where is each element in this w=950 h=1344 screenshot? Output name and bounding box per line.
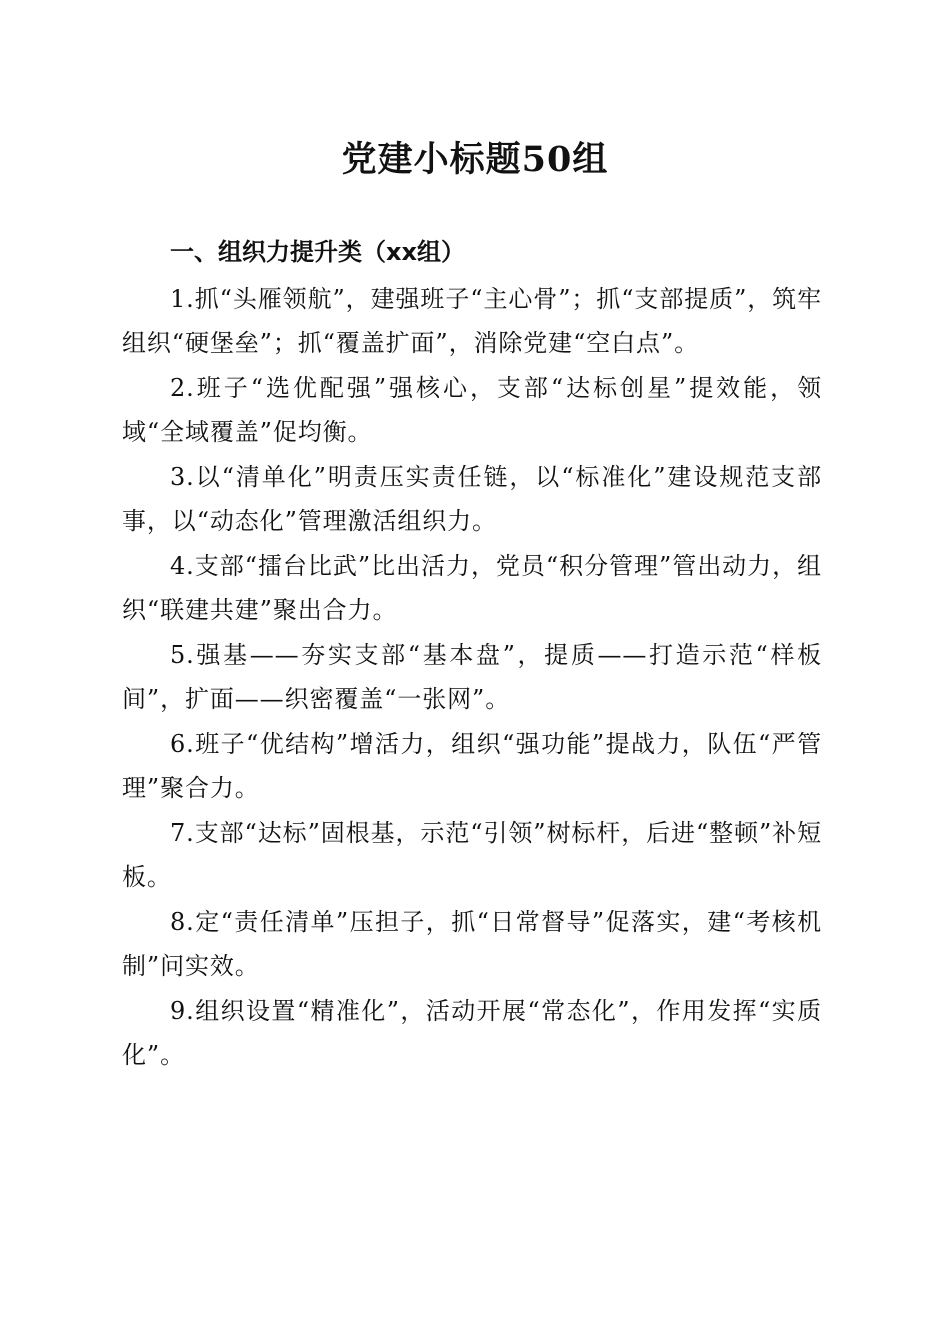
slogan-list xyxy=(122,277,822,1078)
list-item: 5.强基——夯实支部“基本盘”，提质——打造示范“样板间”，扩面——织密覆盖“一张网”。 xyxy=(122,641,822,713)
list-item: 9.组织设置“精准化”，活动开展“常态化”，作用发挥“实质化”。 xyxy=(122,997,822,1069)
list-item: 3.以“清单化”明责压实责任链，以“标准化”建设规范支部事，以“动态化”管理激活组织力。 xyxy=(122,463,822,535)
list-item: 4.支部“擂台比武”比出活力，党员“积分管理”管出动力，组织“联建共建”聚出合力。 xyxy=(122,552,822,624)
list-item: 8.定“责任清单”压担子，抓“日常督导”促落实，建“考核机制”问实效。 xyxy=(122,908,822,980)
list-item: 1.抓“头雁领航”，建强班子“主心骨”；抓“支部提质”，筑牢组织“硬堡垒”；抓“覆盖扩面”，消除党建“空白点”。 xyxy=(122,285,822,357)
list-item: 7.支部“达标”固根基，示范“引领”树标杆，后进“整顿”补短板。 xyxy=(122,819,822,891)
list-item: 6.班子“优结构”增活力，组织“强功能”提战力，队伍“严管理”聚合力。 xyxy=(122,730,822,802)
document-title: 党建小标题50组 xyxy=(341,139,609,180)
section-heading: 一、组织力提升类（xx组） xyxy=(170,238,465,266)
list-item: 2.班子“选优配强”强核心，支部“达标创星”提效能，领域“全域覆盖”促均衡。 xyxy=(122,374,822,446)
